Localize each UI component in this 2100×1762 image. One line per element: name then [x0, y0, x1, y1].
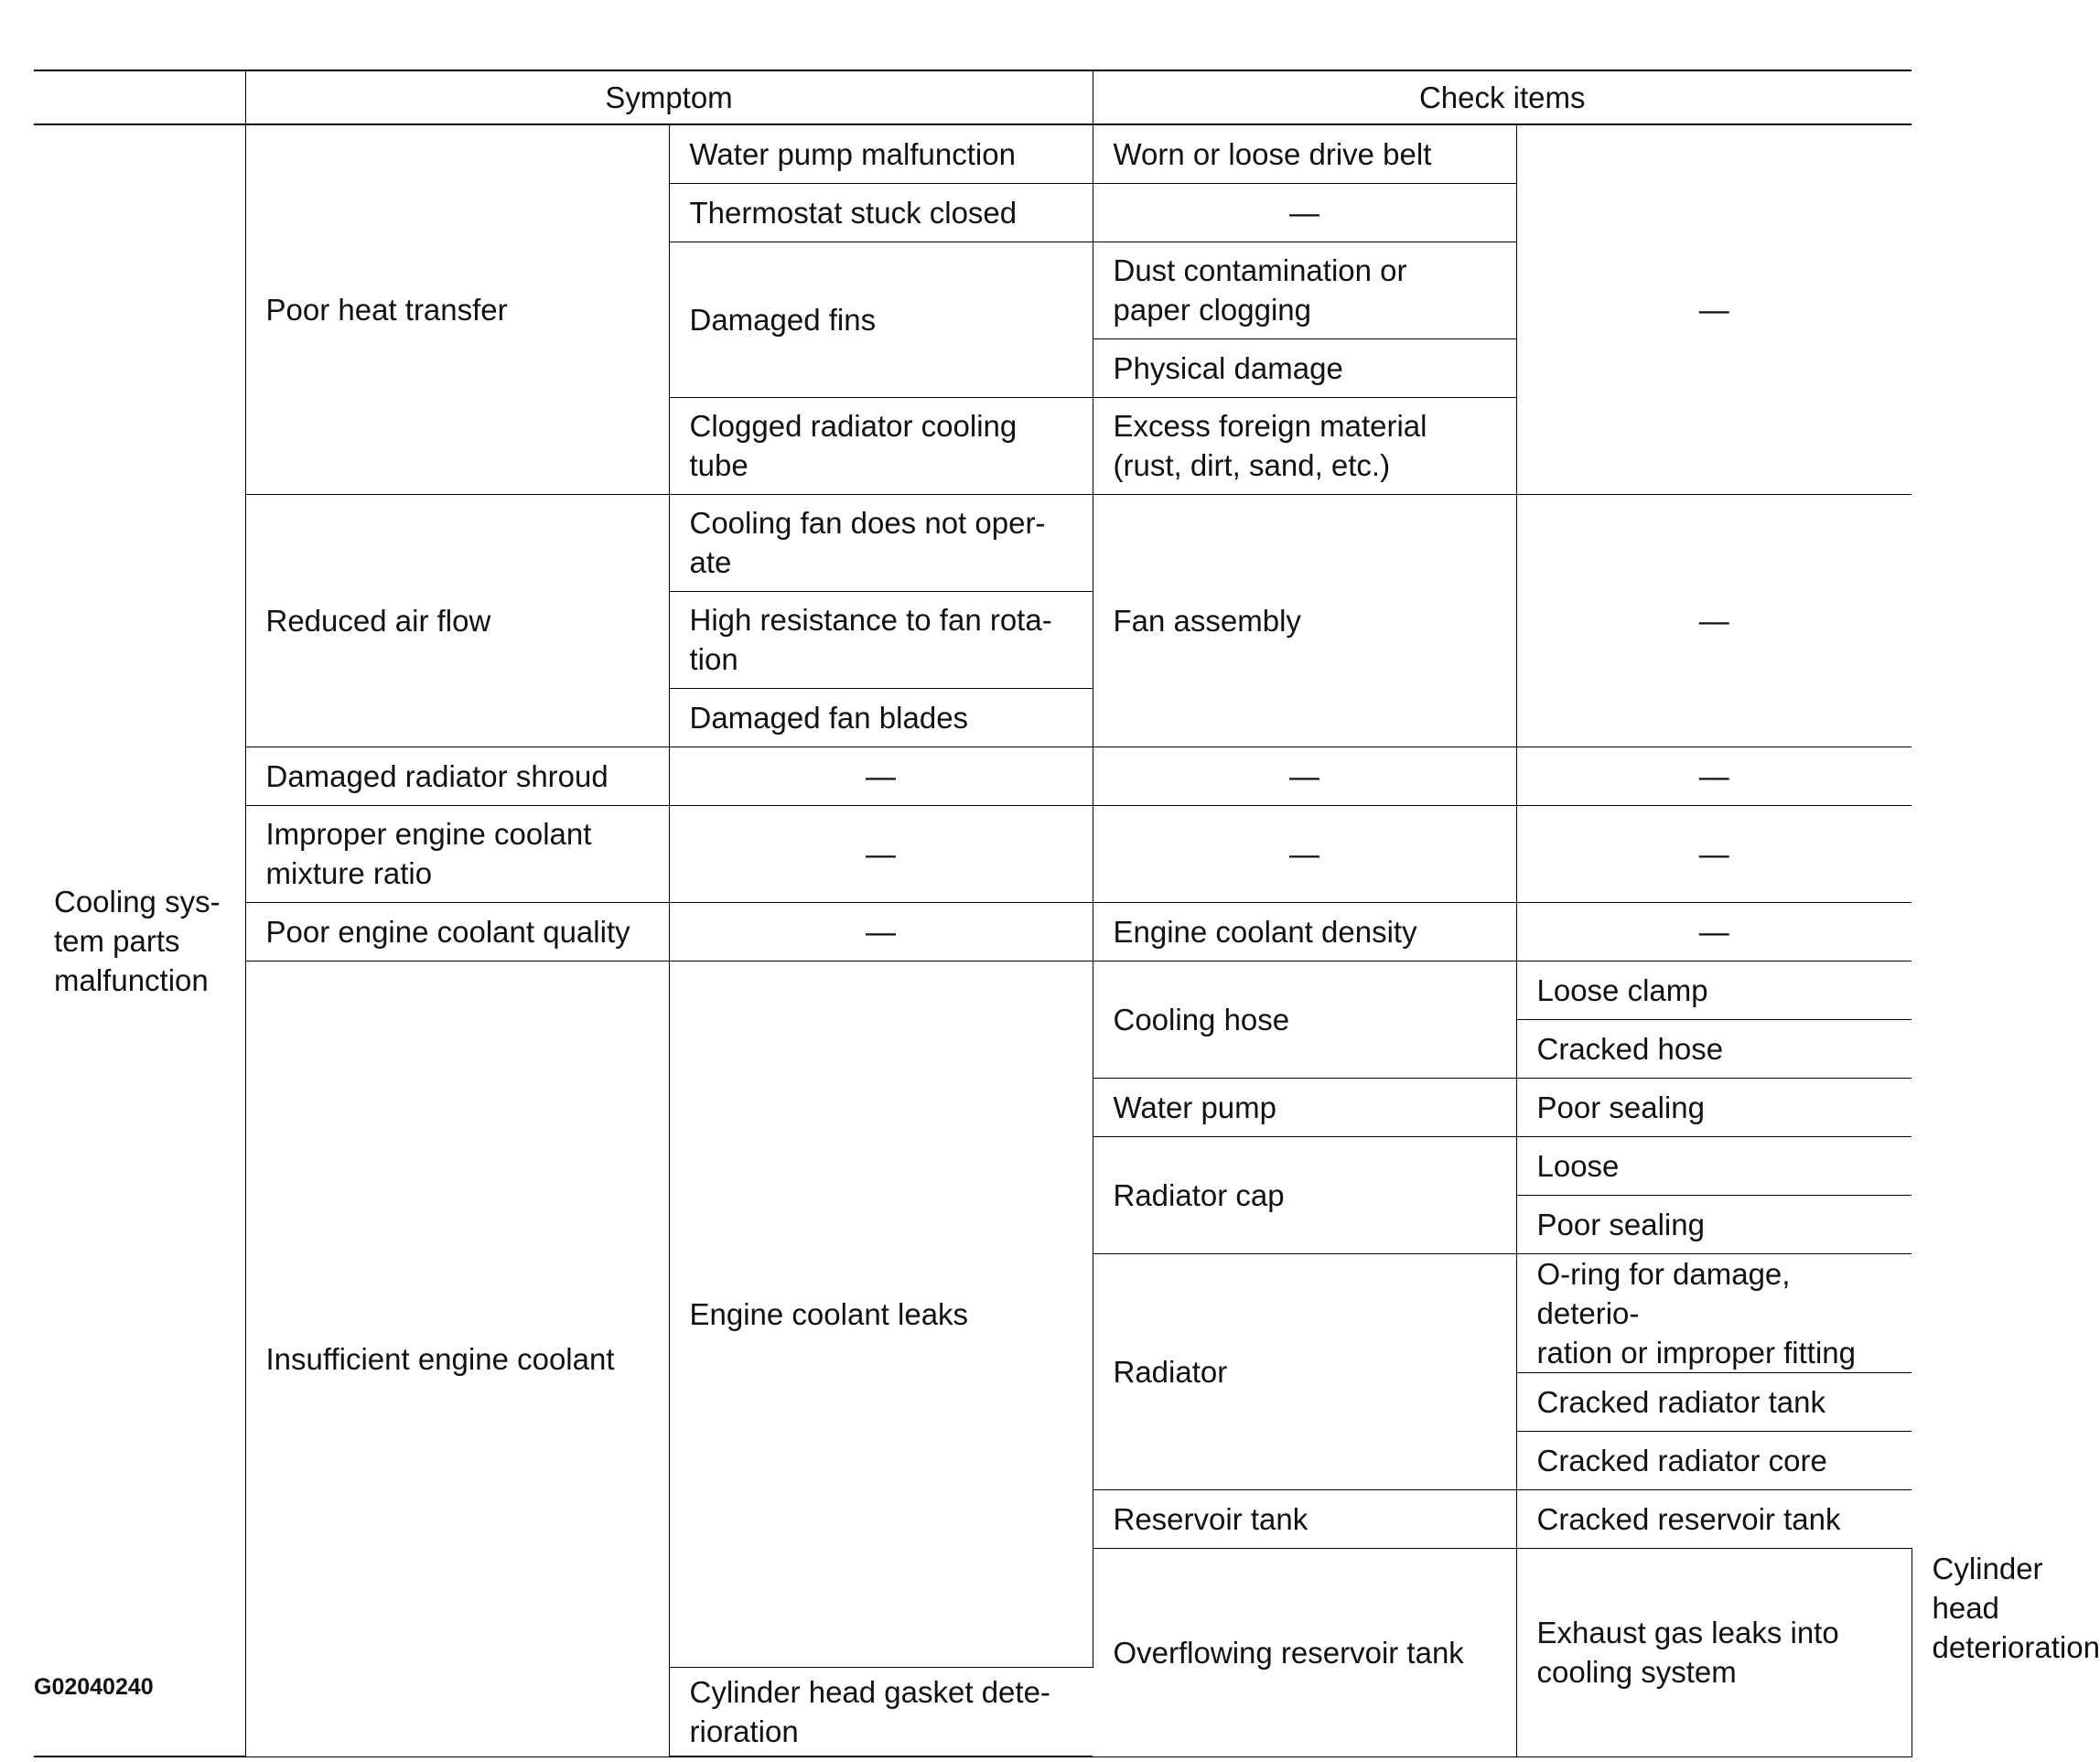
item-cylinder-head-gasket: Cylinder head gasket dete- rioration [669, 1667, 1093, 1757]
dash-cell: — [1093, 747, 1516, 805]
cause-damaged-fins: Damaged fins [669, 242, 1093, 397]
category-cell [34, 124, 245, 1757]
cause-fan-not-operate: Cooling fan does not oper- ate [669, 494, 1093, 591]
check-physical-damage: Physical damage [1093, 338, 1516, 397]
dash-cell: — [1516, 124, 1912, 494]
cause-overflowing-reservoir: Overflowing reservoir tank [1093, 1548, 1516, 1757]
cause-thermostat-stuck: Thermostat stuck closed [669, 183, 1093, 242]
symptom-insufficient-coolant: Insufficient engine coolant [245, 961, 669, 1757]
dash-cell: — [1516, 747, 1912, 805]
table-row [34, 124, 1912, 183]
check-water-pump: Water pump [1093, 1078, 1516, 1136]
check-worn-drive-belt: Worn or loose drive belt [1093, 124, 1516, 183]
dash-cell: — [1093, 183, 1516, 242]
dash-cell: — [1516, 805, 1912, 902]
dash-cell: — [1093, 805, 1516, 902]
symptom-reduced-air-flow: Reduced air flow [245, 494, 669, 747]
cause-damaged-fan-blades: Damaged fan blades [669, 688, 1093, 747]
cooling-troubleshooting-table [34, 70, 2100, 1757]
item-poor-sealing: Poor sealing [1516, 1078, 1912, 1136]
table-container [34, 70, 2100, 1757]
table-row [34, 747, 1912, 805]
check-radiator: Radiator [1093, 1253, 1516, 1489]
check-coolant-density: Engine coolant density [1093, 902, 1516, 961]
check-dust-contamination: Dust contamination or paper clogging [1093, 242, 1516, 338]
item-poor-sealing: Poor sealing [1516, 1195, 1912, 1253]
item-cracked-hose: Cracked hose [1516, 1019, 1912, 1078]
table-row [34, 494, 1912, 591]
header-blank-cell [34, 70, 245, 124]
check-fan-assembly: Fan assembly [1093, 494, 1516, 747]
dash-cell: — [669, 902, 1093, 961]
table-row [34, 961, 1912, 1019]
item-loose: Loose [1516, 1136, 1912, 1195]
header-row [34, 70, 1912, 124]
figure-code: G02040240 [34, 1674, 154, 1700]
check-reservoir-tank: Reservoir tank [1093, 1489, 1516, 1548]
item-o-ring: O-ring for damage, deterio- ration or improper fitting [1516, 1253, 1912, 1372]
item-loose-clamp: Loose clamp [1516, 961, 1912, 1019]
check-exhaust-gas-leaks: Exhaust gas leaks into cooling system [1516, 1548, 1912, 1757]
symptom-poor-coolant-quality: Poor engine coolant quality [245, 902, 669, 961]
symptom-poor-heat-transfer: Poor heat transfer [245, 124, 669, 494]
cause-water-pump-malfunction: Water pump malfunction [669, 124, 1093, 183]
dash-cell: — [1516, 494, 1912, 747]
check-excess-foreign-material: Excess foreign material (rust, dirt, sand, etc.) [1093, 397, 1516, 494]
header-check-items: Check items [1093, 70, 1912, 124]
cause-fan-rotation-resistance: High resistance to fan rota- tion [669, 591, 1093, 688]
header-symptom: Symptom [245, 70, 1093, 124]
table-row [34, 902, 1912, 961]
table-row: Overflowing reservoir tank Exhaust gas leaks into cooling system Cylinder head deterioration [34, 1548, 1912, 1667]
cause-clogged-tube: Clogged radiator cooling tube [669, 397, 1093, 494]
category-label: Cooling sys- tem parts malfunction [54, 884, 221, 997]
table-row [34, 805, 1912, 902]
item-cracked-radiator-core: Cracked radiator core [1516, 1431, 1912, 1489]
symptom-damaged-shroud: Damaged radiator shroud [245, 747, 669, 805]
dash-cell: — [1516, 902, 1912, 961]
symptom-improper-mixture: Improper engine coolant mixture ratio [245, 805, 669, 902]
check-cooling-hose: Cooling hose [1093, 961, 1516, 1078]
cause-coolant-leaks: Engine coolant leaks [669, 961, 1093, 1667]
item-cracked-radiator-tank: Cracked radiator tank [1516, 1372, 1912, 1431]
check-radiator-cap: Radiator cap [1093, 1136, 1516, 1253]
dash-cell: — [669, 747, 1093, 805]
dash-cell: — [669, 805, 1093, 902]
item-cracked-reservoir-tank: Cracked reservoir tank [1516, 1489, 1912, 1548]
